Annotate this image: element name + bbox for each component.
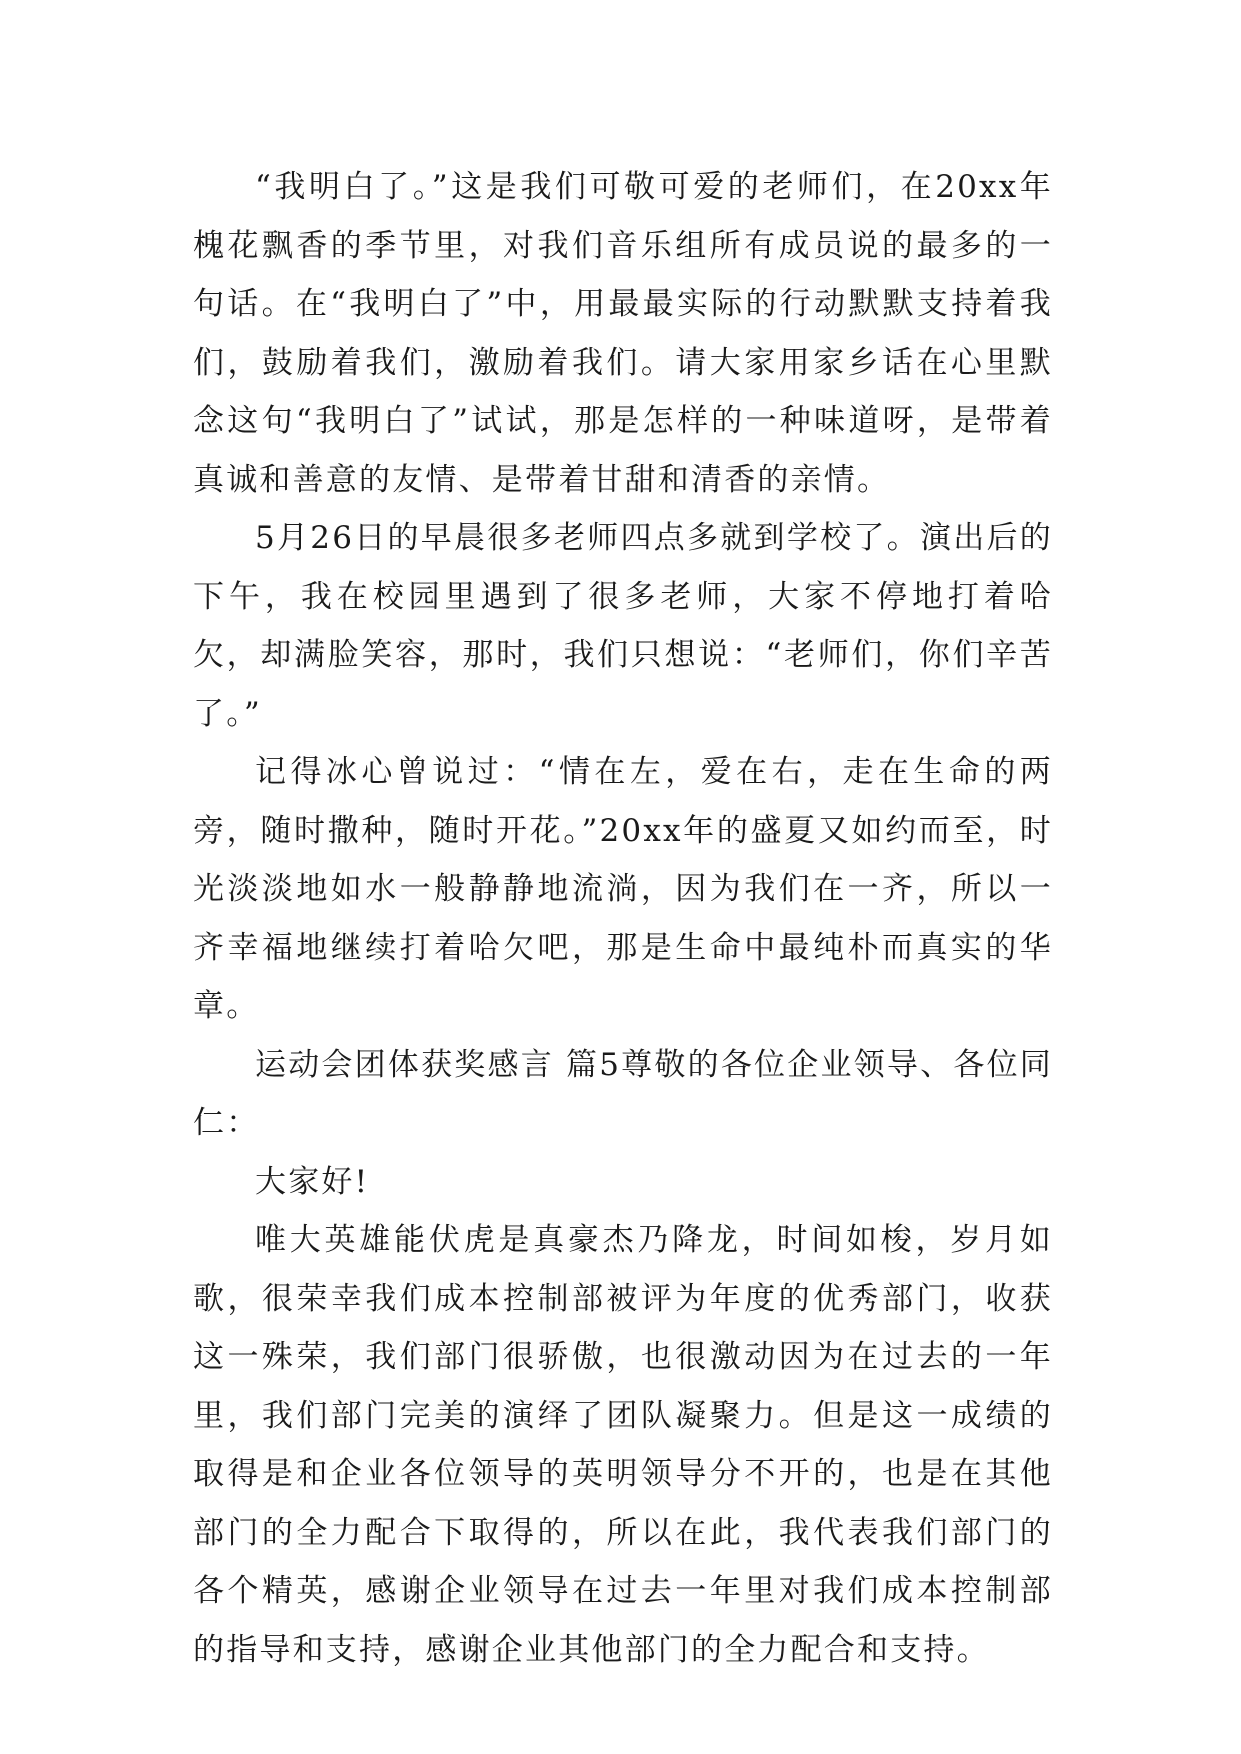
- paragraph-5: 大家好!: [255, 1163, 370, 1200]
- document-body: [193, 158, 1053, 1679]
- paragraph-6: 唯大英雄能伏虎是真豪杰乃降龙，时间如梭，岁月如歌，很荣幸我们成本控制部被评为年度的优秀部门，收获这一殊荣，我们部门很骄傲，也很激动因为在过去的一年里，我们部门完美的演绎了团队凝聚力。但是这一成绩的取得是和企业各位领导的英明领导分不开的，也是在其他部门的全力配合下取得的，所以在此，我代表我们部门的各个精英，感谢企业领导在过去一年里对我们成本控制部的指导和支持，感谢企业其他部门的全力配合和支持。: [193, 1222, 1053, 1668]
- paragraph-2: 5月26日的早晨很多老师四点多就到学校了。演出后的下午，我在校园里遇到了很多老师，大家不停地打着哈欠，却满脸笑容，那时，我们只想说：“老师们，你们辛苦了。”: [193, 520, 1053, 732]
- paragraph-3: 记得冰心曾说过：“情在左，爱在右，走在生命的两旁，随时撒种，随时开花。”20xx年的盛夏又如约而至，时光淡淡地如水一般静静地流淌，因为我们在一齐，所以一齐幸福地继续打着哈欠吧，那是生命中最纯朴而真实的华章。: [193, 754, 1053, 1024]
- paragraph-1: “我明白了。”这是我们可敬可爱的老师们，在20xx年槐花飘香的季节里，对我们音乐组所有成员说的最多的一句话。在“我明白了”中，用最最实际的行动默默支持着我们，鼓励着我们，激励着我们。请大家用家乡话在心里默念这句“我明白了”试试，那是怎样的一种味道呀，是带着真诚和善意的友情、是带着甘甜和清香的亲情。: [193, 169, 1053, 498]
- paragraph-4: 运动会团体获奖感言 篇5尊敬的各位企业领导、各位同仁：: [193, 1046, 1053, 1141]
